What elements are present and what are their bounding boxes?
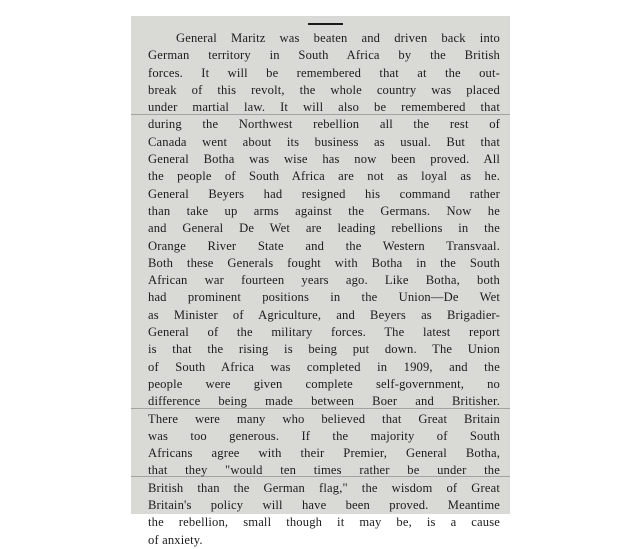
article-line: General Maritz was beaten and driven back into [176,31,500,45]
article-line: Canada went about its business as usual. But that [148,134,500,149]
article-line: of South Africa was completed in 1909, and the [148,359,500,374]
article-line: was too generous. If the majority of South [148,428,500,443]
article-line: There were many who believed that Great Britain [148,411,500,426]
section-rule [308,23,343,25]
article-line: General Beyers had resigned his command rather [148,186,500,201]
article-line: is that the rising is being put down. The Union [148,342,500,357]
article-line: Britain's policy will have been proved. Meantime [148,498,500,513]
article-line: of anxiety. [148,532,203,547]
article-line: Orange River State and the Western Transvaal. [148,238,500,253]
article-line: Both these Generals fought with Botha in the South [148,255,500,270]
article-line: that they "would ten times rather be under the [148,463,500,478]
article-line: British than the German flag," the wisdom of Great [148,480,500,495]
article-text [148,30,500,549]
article-line: during the Northwest rebellion all the rest of [148,117,500,132]
article-line: African war fourteen years ago. Like Botha, both [148,273,500,288]
article-line: the people of South Africa are not as loyal as he. [148,169,500,184]
article-line: difference being made between Boer and Britisher. [148,394,500,409]
article-line: people were given complete self-government, no [148,376,500,391]
article-line: the rebellion, small though it may be, is a cause [148,515,500,530]
newspaper-clipping [131,16,510,547]
article-line: had prominent positions in the Union—De Wet [148,290,500,305]
article-line: under martial law. It will also be remembered that [148,100,500,115]
article-line: General Botha was wise has now been proved. All [148,152,500,167]
article-line: General of the military forces. The latest report [148,325,500,340]
article-line: Africans agree with their Premier, General Botha, [148,446,500,461]
article-line: forces. It will be remembered that at the out- [148,65,500,80]
article-line: than take up arms against the Germans. Now he [148,203,500,218]
article-line: German territory in South Africa by the British [148,48,500,63]
article-line: and General De Wet are leading rebellions in the [148,221,500,236]
article-line: break of this revolt, the whole country was placed [148,82,500,97]
article-line: as Minister of Agriculture, and Beyers as Brigadier- [148,307,500,322]
